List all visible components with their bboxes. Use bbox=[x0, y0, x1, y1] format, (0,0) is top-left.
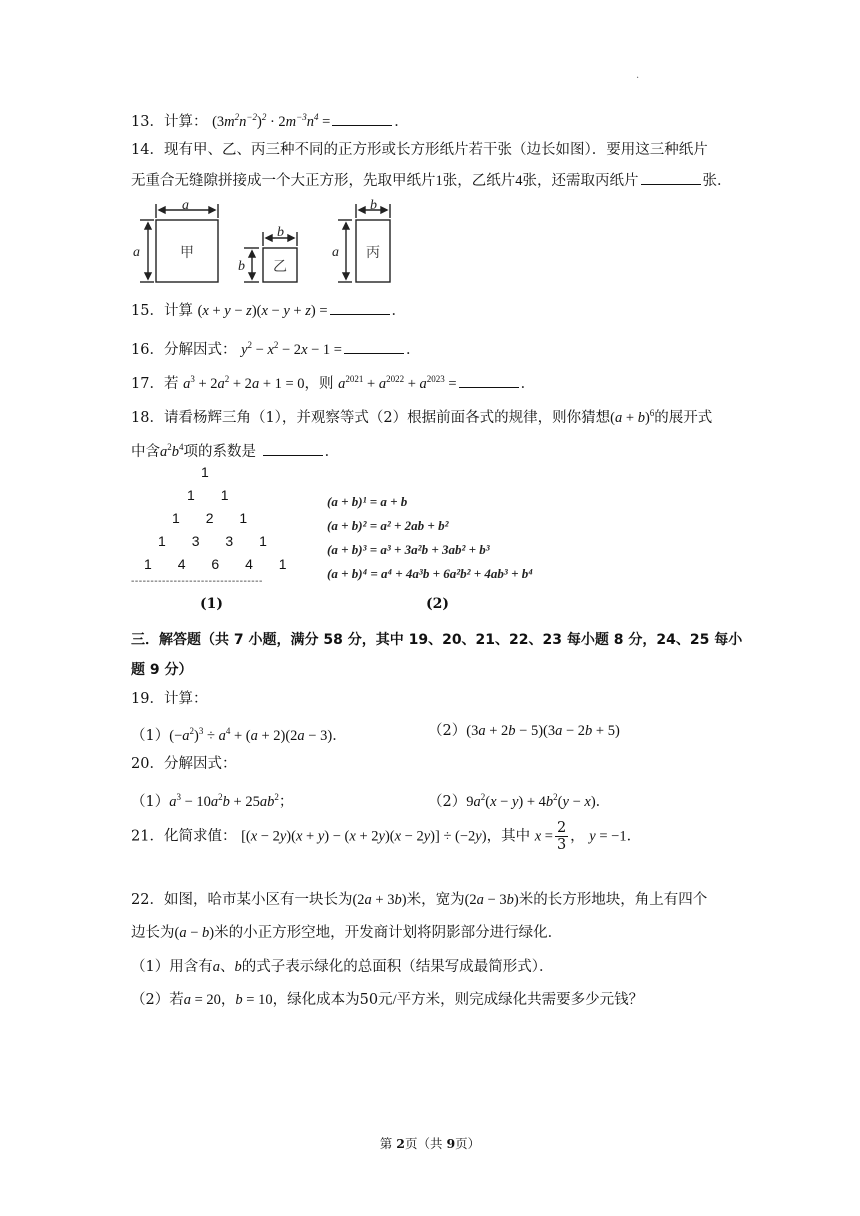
question-22-line2: 边长为(a − b)米的小正方形空地，开发商计划将阴影部分进行绿化． bbox=[131, 925, 563, 941]
total-page-count: 9 bbox=[446, 1136, 456, 1151]
question-14-line1: 14．现有甲、乙、丙三种不同的正方形或长方形纸片若干张（边长如图）．要用这三种纸片 bbox=[131, 142, 708, 158]
question-15: 15．计算 (x + y − z)(x − y + z) = ． bbox=[131, 300, 406, 322]
q15-answer-blank[interactable] bbox=[330, 300, 390, 315]
expansion-2: (a + b)² = a² + 2ab + b² bbox=[327, 518, 449, 533]
yi-label: 乙 bbox=[273, 259, 287, 275]
q16-answer-blank[interactable] bbox=[344, 339, 404, 354]
triangle-row-2: 1 1 bbox=[187, 487, 229, 503]
paper-pieces-figure bbox=[128, 196, 418, 292]
section-3-heading-line1: 三．解答题（共 7 小题，满分 58 分，其中 19、20、21、22、23 每小题 8 分，24、25 每小 bbox=[131, 632, 743, 648]
q17-answer-blank[interactable] bbox=[459, 373, 519, 388]
q17-condition: $a^3 + 2a^2 + 2a + 1 = 0$ bbox=[183, 374, 305, 392]
q18-power: $(a + b)^6$ bbox=[610, 408, 655, 426]
question-17: 17．若 $a^3 + 2a^2 + 2a + 1 = 0$，则 $a^{2021} + a^{2022} + a^{2023}$ = ． bbox=[131, 374, 536, 392]
jia-height-label: a bbox=[133, 245, 140, 260]
jia-label: 甲 bbox=[180, 245, 194, 261]
question-14-line2: 无重合无缝隙拼接成一个大正方形，先取甲纸片1张，乙纸片4张，还需取丙纸片 张． bbox=[131, 170, 732, 192]
expansion-3: (a + b)³ = a³ + 3a²b + 3ab² + b³ bbox=[327, 542, 490, 557]
current-page-number: 2 bbox=[396, 1136, 405, 1151]
q13-formula: $(3m^2n^{-2})^2 \cdot 2m^{-3}n^4$ = bbox=[212, 112, 331, 130]
q13-number: 13． bbox=[131, 114, 164, 130]
q14-answer-blank[interactable] bbox=[641, 170, 701, 185]
figure-label-2: (2) bbox=[426, 596, 449, 612]
page-footer: 第 2页（共 9页） bbox=[379, 1136, 481, 1151]
q15-formula: (x + y − z)(x − y + z) = bbox=[197, 303, 328, 319]
expansion-1: (a + b)¹ = a + b bbox=[327, 494, 408, 509]
figure-label-1: (1) bbox=[200, 596, 223, 612]
question-19-title: 19．计算： bbox=[131, 691, 208, 707]
triangle-row-1: 1 bbox=[201, 464, 209, 480]
question-19-part2: （2）(3a + 2b − 5)(3a − 2b + 5) bbox=[428, 723, 620, 739]
question-20-part1: $(1)a^3 - 10a^2b + 25ab^2$； bbox=[131, 792, 294, 810]
question-18-line2: 中含$a^2b^4$项的系数是 ． bbox=[131, 442, 340, 460]
yi-height-label: b bbox=[238, 259, 245, 274]
question-20-title: 20．分解因式： bbox=[131, 756, 237, 772]
page-mark: . bbox=[636, 70, 640, 81]
q18-answer-blank[interactable] bbox=[263, 441, 323, 456]
bing-label: 丙 bbox=[366, 245, 380, 261]
bing-width-label: b bbox=[370, 198, 377, 213]
section-3-heading-line2: 题 9 分） bbox=[131, 662, 193, 678]
q18-term: $a^2b^4$ bbox=[160, 442, 184, 460]
yi-width-label: b bbox=[277, 225, 284, 240]
q21-fraction: $\frac{2}{3}$ bbox=[556, 820, 567, 853]
expansion-4: (a + b)⁴ = a⁴ + 4a³b + 6a²b² + 4ab³ + b⁴ bbox=[327, 566, 533, 581]
triangle-divider: ---------------------------------- bbox=[131, 576, 263, 587]
bing-height-label: a bbox=[332, 245, 339, 260]
question-19-part1: $(1)(-a^2)^3 \div a^4 + (a + 2)(2a - 3)$． bbox=[131, 726, 347, 744]
question-22-part1: （1）用含有a、b的式子表示绿化的总面积（结果写成最简形式）． bbox=[131, 959, 554, 975]
q13-lead: 计算： bbox=[163, 114, 208, 130]
q13-answer-blank[interactable] bbox=[332, 111, 392, 126]
jia-width-label: a bbox=[182, 198, 189, 213]
q16-formula: $y^2 - x^2 - 2x - 1$ = bbox=[241, 340, 342, 358]
question-16: 16．分解因式： $y^2 - x^2 - 2x - 1$ = ． bbox=[131, 340, 421, 358]
question-18-line1: 18．请看杨辉三角（1），并观察等式（2）根据前面各式的规律，则你猜想$(a + b)^6$的展开式 bbox=[131, 408, 713, 426]
question-13: 13．计算： $(3m^2n^{-2})^2 \cdot 2m^{-3}n^4$ = ． bbox=[131, 112, 409, 130]
question-22-part2: （2）若a = 20，b = 10，绿化成本为50元/平方米，则完成绿化共需要多少元钱？ bbox=[131, 992, 644, 1008]
triangle-row-5: 1 4 6 4 1 bbox=[144, 556, 287, 572]
q17-expression: $a^{2021} + a^{2022} + a^{2023}$ = bbox=[338, 374, 457, 392]
question-22-line1: 22．如图，哈市某小区有一块长为(2a + 3b)米，宽为(2a − 3b)米的长方形地块，角上有四个 bbox=[131, 892, 708, 908]
triangle-row-4: 1 3 3 1 bbox=[158, 533, 267, 549]
question-20-part2: $(2)9a^2(x - y) + 4b^2(y - x)$． bbox=[428, 792, 611, 810]
question-21: 21．化简求值： [(x − 2y)(x + y) − (x + 2y)(x − 2y)] ÷ (−2y)，其中 x = $\frac{2}{3}$ ， y = −1． bbox=[131, 820, 642, 853]
triangle-row-3: 1 2 1 bbox=[172, 510, 248, 526]
